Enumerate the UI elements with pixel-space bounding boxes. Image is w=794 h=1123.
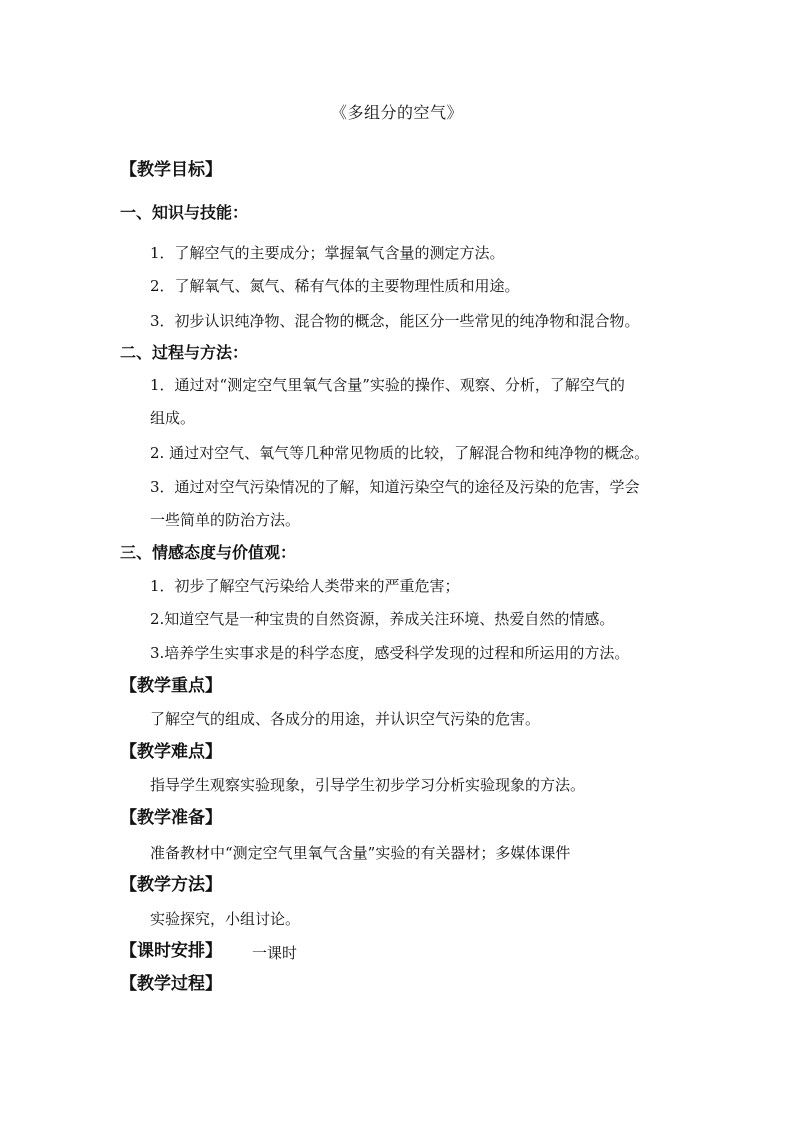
section3-heading: 三、情感态度与价值观： — [120, 543, 297, 562]
methods-text: 实验探究，小组讨论。 — [150, 910, 301, 928]
key-points-text: 了解空气的组成、各成分的用途，并认识空气污染的危害。 — [150, 710, 541, 728]
preparation-text: 准备教材中“测定空气里氧气含量”实验的有关器材；多媒体课件 — [150, 844, 571, 862]
difficulties-heading: 【教学难点】 — [120, 742, 222, 762]
section1-item-3: 3．初步认识纯净物、混合物的概念，能区分一些常见的纯净物和混合物。 — [150, 312, 640, 330]
section2-item-3-cont: 一些简单的防治方法。 — [150, 511, 301, 529]
section2-heading: 二、过程与方法： — [120, 343, 249, 362]
section2-item-1: 1．通过对“测定空气里氧气含量”实验的操作、观察、分析，了解空气的 — [150, 376, 625, 394]
section1-item-2: 2．了解氧气、氮气、稀有气体的主要物理性质和用途。 — [150, 277, 520, 295]
section2-item-3: 3．通过对空气污染情况的了解，知道污染空气的途径及污染的危害，学会 — [150, 478, 640, 496]
preparation-heading: 【教学准备】 — [120, 808, 222, 828]
methods-heading: 【教学方法】 — [120, 875, 222, 895]
section1-heading: 一、知识与技能： — [120, 203, 249, 222]
section2-item-1-cont: 组成。 — [150, 409, 196, 427]
schedule-heading: 【课时安排】 — [120, 941, 222, 961]
section3-item-1: 1．初步了解空气污染给人类带来的严重危害； — [150, 577, 460, 595]
goals-heading: 【教学目标】 — [120, 160, 222, 180]
section3-item-3: 3.培养学生实事求是的科学态度，感受科学发现的过程和所运用的方法。 — [150, 644, 630, 662]
process-heading: 【教学过程】 — [120, 974, 222, 994]
key-points-heading: 【教学重点】 — [120, 676, 222, 696]
difficulties-text: 指导学生观察实验现象，引导学生初步学习分析实验现象的方法。 — [150, 776, 586, 794]
section1-item-1: 1．了解空气的主要成分；掌握氧气含量的测定方法。 — [150, 244, 505, 262]
document-title: 《多组分的空气》 — [330, 103, 463, 122]
section3-item-2: 2.知道空气是一种宝贵的自然资源，养成关注环境、热爱自然的情感。 — [150, 610, 615, 628]
section2-item-2: 2. 通过对空气、氧气等几种常见物质的比较，了解混合物和纯净物的概念。 — [150, 444, 650, 462]
schedule-text: 一课时 — [252, 944, 298, 962]
